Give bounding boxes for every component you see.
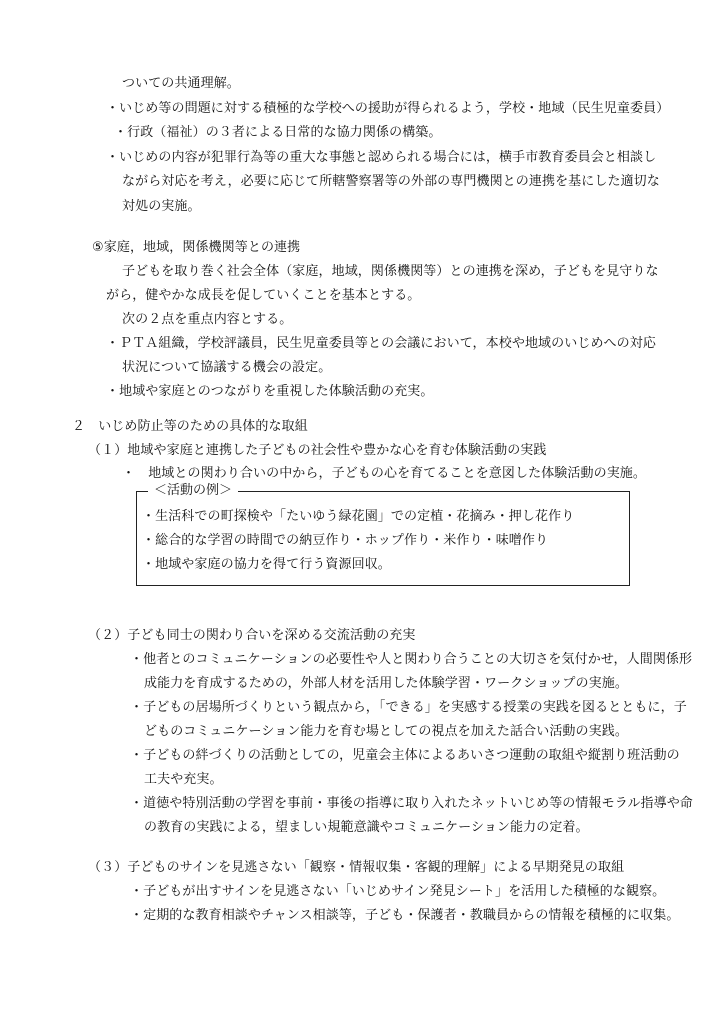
subsection-heading: （１）地域や家庭と連携した子どもの社会性や豊かな心を育む体験活動の実践 (88, 443, 547, 458)
section-heading: ⑤家庭，地域，関係機関等との連携 (92, 240, 301, 255)
subsection-heading: （３）子どものサインを見逃さない「観察・情報収集・客観的理解」による早期発見の取組 (88, 860, 625, 875)
text-line: がら，健やかな成長を促していくことを基本とする。 (106, 288, 421, 303)
text-line: 次の２点を重点内容とする。 (122, 312, 293, 327)
subsection-heading: （２）子ども同士の関わり合いを深める交流活動の充実 (88, 628, 416, 643)
text-line: ・ＰＴＡ組織，学校評議員，民生児童委員等との会議において，本校や地域のいじめへの対応 (106, 336, 656, 351)
text-line: 工夫や充実。 (144, 772, 223, 787)
text-line: ・行政（福祉）の３者による日常的な協力関係の構築。 (114, 125, 442, 140)
text-line: ・いじめの内容が犯罪行為等の重大な事態と認められる場合には，横手市教育委員会と相談し (106, 150, 657, 165)
text-line: ・子どもが出すサインを見逃さない「いじめサイン発見シート」を活用した積極的な観察。 (130, 884, 666, 899)
text-line: ・いじめ等の問題に対する積極的な学校への援助が得られるよう，学校・地域（民生児童委員） (106, 101, 670, 116)
text-line: 成能力を育成するための，外部人材を活用した体験学習・ワークショップの実施。 (144, 676, 628, 691)
text-line: ・他者とのコミュニケーションの必要性や人と関わり合うことの大切さを気付かせ，人間関係形 (130, 652, 693, 667)
example-item: ・地域や家庭の協力を得て行う資源回収。 (142, 557, 391, 572)
text-line: 対処の実施。 (122, 199, 201, 214)
text-line: ・定期的な教育相談やチャンス相談等，子ども・保護者・教職員からの情報を積極的に収集。 (130, 908, 680, 923)
examples-title: ＜活動の例＞ (148, 482, 238, 500)
text-line: ・ 地域との関わり合いの中から，子どもの心を育てることを意図した体験活動の実施。 (122, 466, 647, 481)
text-line: ついての共通理解。 (122, 76, 240, 91)
text-line: ながら対応を考え，必要に応じて所轄警察署等の外部の専門機関との連携を基にした適切な (122, 174, 660, 189)
text-line: ・子どもの居場所づくりという観点から，「できる」を実感する授業の実践を図るとともに，子 (130, 700, 687, 715)
text-line: 子どもを取り巻く社会全体（家庭，地域，関係機関等）との連携を深め，子どもを見守りな (122, 264, 659, 279)
text-line: 状況について協議する機会の設定。 (122, 360, 332, 375)
text-line: ・地域や家庭とのつながりを重視した体験活動の充実。 (106, 384, 434, 399)
example-item: ・生活科での町探検や「たいゆう緑花園」での定植・花摘み・押し花作り (142, 509, 575, 524)
example-item: ・総合的な学習の時間での納豆作り・ホップ作り・米作り・味噌作り (142, 533, 549, 548)
section-heading: ２ いじめ防止等のための具体的な取組 (72, 419, 308, 434)
text-line: ・道徳や特別活動の学習を事前・事後の指導に取り入れたネットいじめ等の情報モラル指導や命 (130, 796, 693, 811)
text-line: どものコミュニケーション能力を育む場としての視点を加えた話合い活動の実践。 (144, 724, 628, 739)
text-line: の教育の実践による，望ましい規範意識やコミュニケーション能力の定着。 (144, 820, 589, 835)
text-line: ・子どもの絆づくりの活動としての，児童会主体によるあいさつ運動の取組や縦割り班活動の (130, 748, 680, 763)
